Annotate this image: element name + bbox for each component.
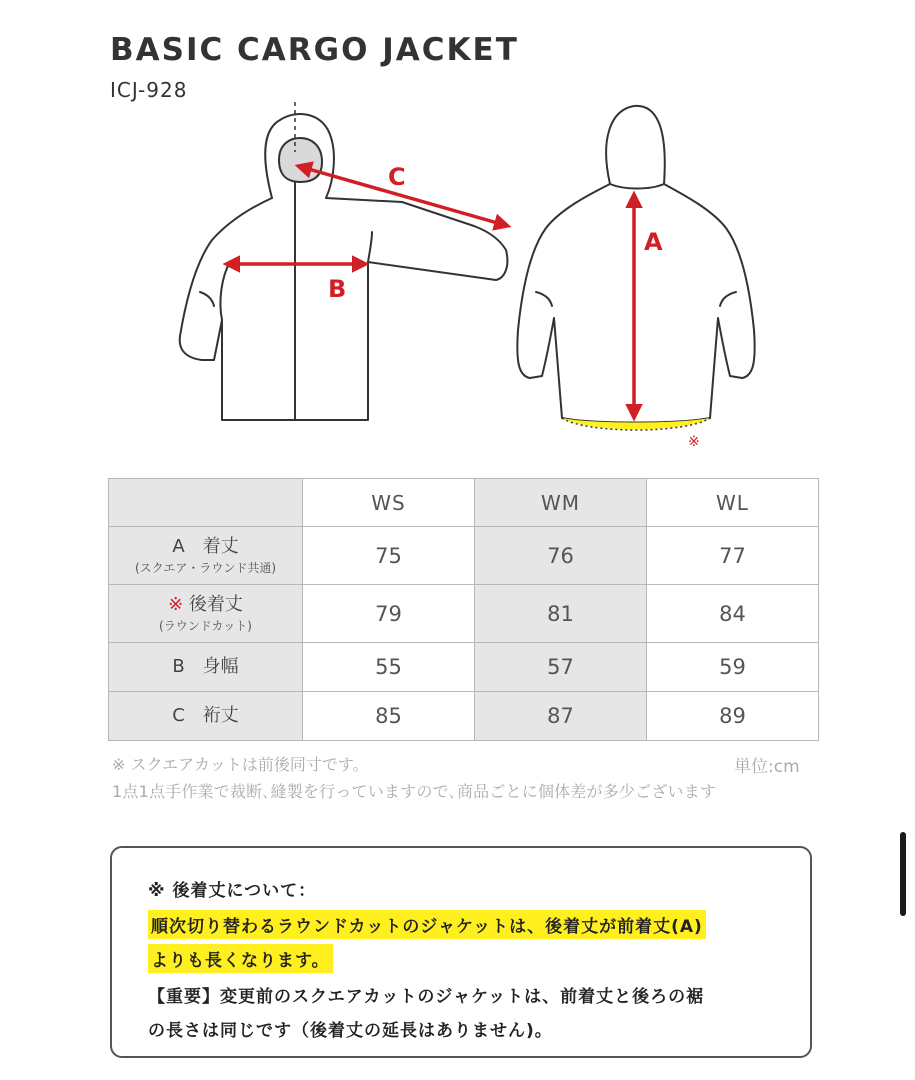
row-head-back-length <box>109 585 303 643</box>
size-col-wm: WM <box>475 479 647 527</box>
jacket-measurement-diagram <box>0 0 915 470</box>
front-jacket-drawing <box>180 114 508 420</box>
square-cut-note: ※ スクエアカットは前後同寸です。 <box>112 755 369 774</box>
size-table-corner <box>109 479 303 527</box>
product-code: ICJ-928 <box>110 78 188 102</box>
size-table-header-row <box>109 479 819 527</box>
cell-value: 55 <box>303 643 475 692</box>
cell-value: 59 <box>647 643 819 692</box>
size-col-ws: WS <box>303 479 475 527</box>
cell-value: 79 <box>303 585 475 643</box>
round-hem-highlight <box>562 418 710 429</box>
row-label: A 着丈 <box>172 535 239 557</box>
cell-value: 85 <box>303 692 475 741</box>
row-label: C 裄丈 <box>172 705 239 726</box>
info-box-heading: ※ 後着丈について： <box>148 881 317 901</box>
label-b: B <box>328 275 347 303</box>
table-row <box>109 643 819 692</box>
row-head-front-length <box>109 527 303 585</box>
handmade-note: 1点1点手作業で裁断､縫製を行っていますので､商品ごとに個体差が多少ございます <box>112 782 717 801</box>
size-col-wl: WL <box>647 479 819 527</box>
label-c: C <box>388 163 406 191</box>
scrollbar[interactable] <box>900 832 906 916</box>
cell-value: 84 <box>647 585 819 643</box>
hem-note-mark: ※ <box>688 434 700 450</box>
cell-value: 76 <box>475 527 647 585</box>
table-row <box>109 527 819 585</box>
row-sublabel: (スクエア・ラウンド共通) <box>134 560 277 575</box>
row-label: B 身幅 <box>172 656 239 677</box>
row-head-chest-width <box>109 643 303 692</box>
cell-value: 77 <box>647 527 819 585</box>
cell-value: 57 <box>475 643 647 692</box>
back-length-info-box <box>110 846 812 1058</box>
product-title: BASIC CARGO JACKET <box>110 32 519 68</box>
cell-value: 87 <box>475 692 647 741</box>
unit-label: 単位:cm <box>734 757 800 777</box>
cell-value: 75 <box>303 527 475 585</box>
note-mark: ※ <box>168 593 184 615</box>
table-row <box>109 585 819 643</box>
highlight-line-1: 順次切り替わるラウンドカットのジャケットは、後着丈が前着丈(A) <box>148 910 706 939</box>
cell-value: 89 <box>647 692 819 741</box>
size-table <box>108 478 819 741</box>
table-row <box>109 692 819 741</box>
row-label: 後着丈 <box>188 593 243 615</box>
important-note-line-2: の長さは同じです（後着丈の延長はありません)。 <box>148 1021 553 1041</box>
row-head-sleeve-length <box>109 692 303 741</box>
cell-value: 81 <box>475 585 647 643</box>
important-note-line-1: 【重要】変更前のスクエアカットのジャケットは、前着丈と後ろの裾 <box>148 987 705 1007</box>
highlight-line-2: よりも長くなります。 <box>148 944 333 973</box>
label-a: A <box>644 228 663 256</box>
back-jacket-drawing <box>517 106 754 423</box>
row-sublabel: (ラウンドカット) <box>159 618 252 633</box>
